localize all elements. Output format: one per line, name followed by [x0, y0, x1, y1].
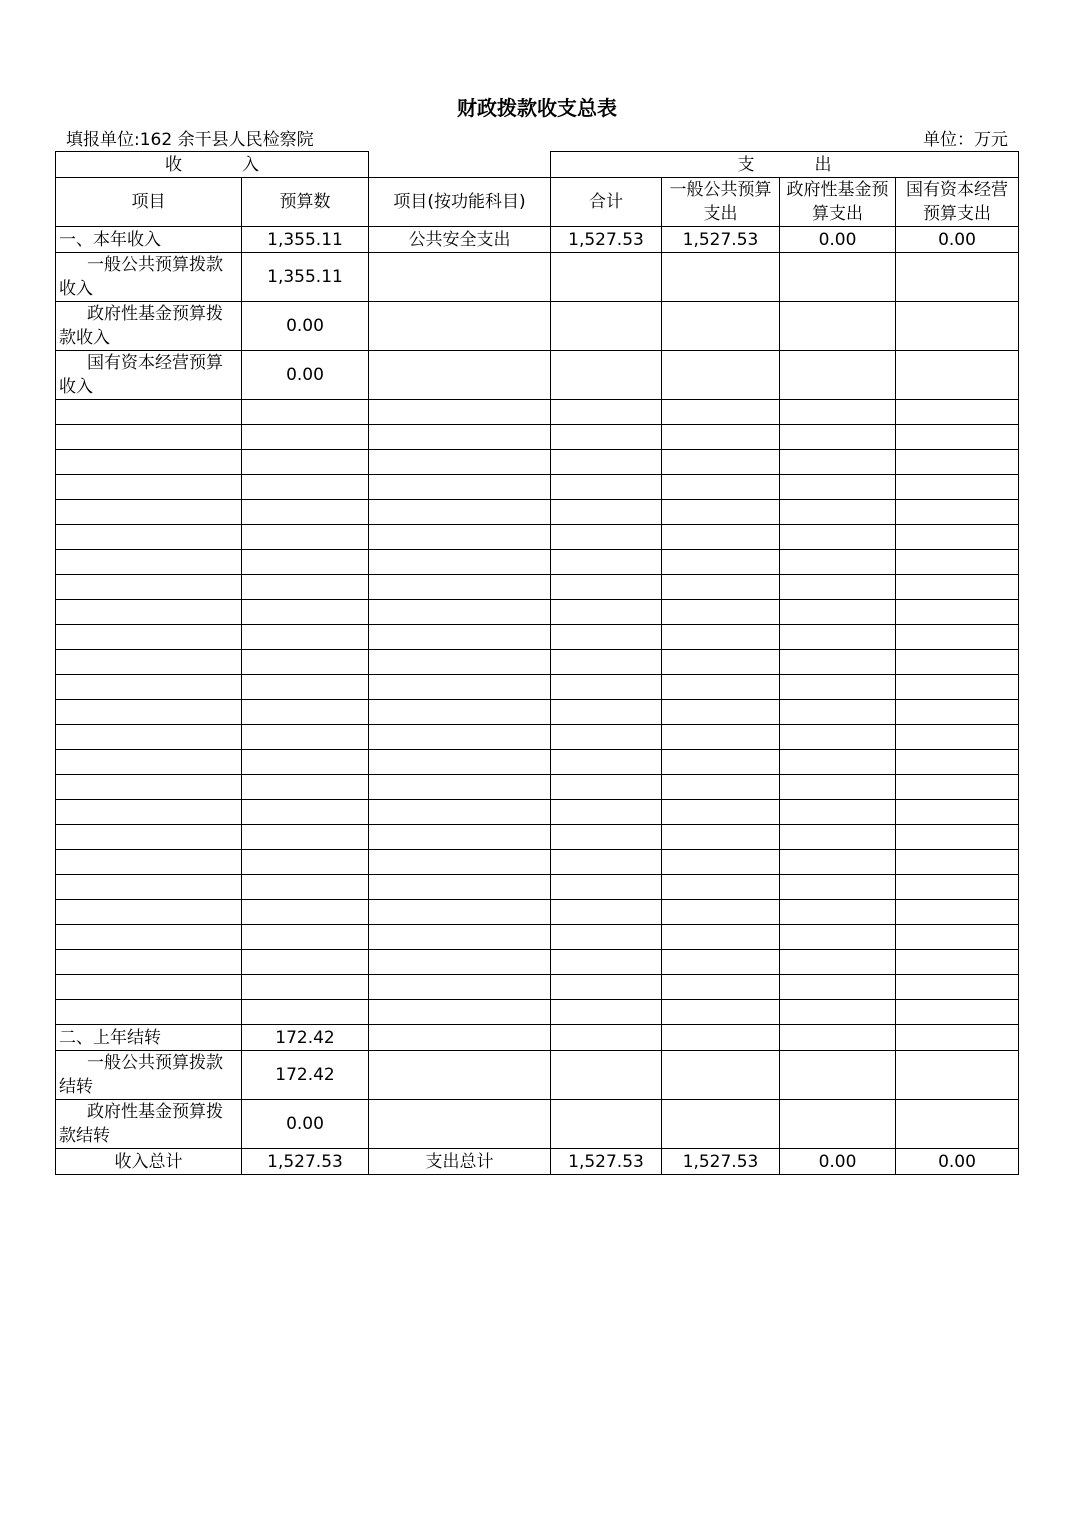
empty-cell	[896, 525, 1019, 550]
empty-cell	[242, 475, 369, 500]
empty-cell	[780, 675, 896, 700]
empty-cell	[780, 825, 896, 850]
empty-cell	[896, 925, 1019, 950]
row-general: 1,527.53	[662, 227, 780, 253]
empty-cell	[369, 625, 551, 650]
empty-row	[56, 500, 1019, 525]
empty-cell	[56, 450, 242, 475]
empty-cell	[896, 600, 1019, 625]
empty-cell	[242, 875, 369, 900]
empty-cell	[662, 1051, 780, 1100]
empty-cell	[242, 450, 369, 475]
empty-row	[56, 575, 1019, 600]
empty-cell	[56, 800, 242, 825]
empty-cell	[551, 625, 662, 650]
income-group-label-b: 入	[242, 154, 259, 175]
empty-cell	[780, 600, 896, 625]
empty-cell	[780, 950, 896, 975]
empty-row	[56, 925, 1019, 950]
empty-cell	[662, 1000, 780, 1025]
empty-cell	[369, 475, 551, 500]
empty-row	[56, 800, 1019, 825]
empty-cell	[551, 500, 662, 525]
empty-cell	[369, 700, 551, 725]
empty-cell	[780, 1051, 896, 1100]
empty-row	[56, 775, 1019, 800]
empty-cell	[662, 875, 780, 900]
empty-cell	[551, 1000, 662, 1025]
empty-cell	[896, 800, 1019, 825]
empty-cell	[242, 775, 369, 800]
empty-cell	[780, 351, 896, 400]
income-group-label-a: 收	[165, 154, 182, 175]
empty-row	[56, 625, 1019, 650]
empty-cell	[662, 775, 780, 800]
empty-cell	[662, 450, 780, 475]
empty-cell	[56, 775, 242, 800]
empty-cell	[551, 400, 662, 425]
empty-cell	[662, 253, 780, 302]
empty-row	[56, 1000, 1019, 1025]
empty-cell	[56, 650, 242, 675]
empty-cell	[242, 950, 369, 975]
row-budget: 0.00	[242, 351, 369, 400]
empty-cell	[551, 550, 662, 575]
empty-cell	[662, 925, 780, 950]
empty-cell	[896, 302, 1019, 351]
row-budget: 0.00	[242, 1100, 369, 1149]
empty-cell	[551, 850, 662, 875]
empty-cell	[896, 950, 1019, 975]
total-state-value: 0.00	[896, 1149, 1019, 1175]
empty-cell	[56, 425, 242, 450]
empty-cell	[662, 1100, 780, 1149]
row-item: 政府性基金预算拨款结转	[56, 1100, 242, 1149]
empty-cell	[896, 1000, 1019, 1025]
empty-cell	[369, 525, 551, 550]
empty-cell	[896, 650, 1019, 675]
empty-cell	[56, 675, 242, 700]
empty-cell	[56, 750, 242, 775]
empty-cell	[242, 850, 369, 875]
empty-cell	[780, 750, 896, 775]
empty-cell	[56, 725, 242, 750]
row-func: 公共安全支出	[369, 227, 551, 253]
empty-cell	[780, 550, 896, 575]
empty-cell	[780, 775, 896, 800]
empty-cell	[56, 400, 242, 425]
empty-cell	[662, 625, 780, 650]
empty-cell	[896, 750, 1019, 775]
empty-cell	[662, 950, 780, 975]
empty-cell	[56, 875, 242, 900]
empty-cell	[369, 875, 551, 900]
row-budget: 1,355.11	[242, 227, 369, 253]
empty-cell	[369, 253, 551, 302]
empty-cell	[780, 400, 896, 425]
empty-cell	[780, 875, 896, 900]
empty-cell	[896, 825, 1019, 850]
empty-row	[56, 550, 1019, 575]
fill-unit: 填报单位:162 余干县人民检察院	[66, 130, 314, 150]
empty-cell	[242, 425, 369, 450]
empty-cell	[369, 925, 551, 950]
empty-cell	[551, 900, 662, 925]
empty-cell	[56, 600, 242, 625]
empty-cell	[56, 850, 242, 875]
empty-cell	[896, 775, 1019, 800]
empty-cell	[369, 400, 551, 425]
empty-cell	[896, 425, 1019, 450]
empty-cell	[780, 700, 896, 725]
table-row	[56, 253, 1019, 302]
table-row	[56, 1100, 1019, 1149]
empty-cell	[662, 825, 780, 850]
empty-cell	[780, 425, 896, 450]
col-budget-header: 预算数	[242, 178, 369, 227]
row-item: 一般公共预算拨款结转	[56, 1051, 242, 1100]
empty-cell	[551, 725, 662, 750]
empty-cell	[780, 800, 896, 825]
empty-cell	[369, 975, 551, 1000]
empty-cell	[56, 975, 242, 1000]
empty-cell	[551, 925, 662, 950]
empty-cell	[56, 700, 242, 725]
empty-cell	[56, 575, 242, 600]
empty-cell	[780, 1025, 896, 1051]
col-item-header: 项目	[56, 178, 242, 227]
empty-cell	[662, 550, 780, 575]
empty-cell	[242, 525, 369, 550]
empty-cell	[780, 253, 896, 302]
empty-cell	[551, 253, 662, 302]
empty-cell	[896, 850, 1019, 875]
empty-cell	[896, 575, 1019, 600]
blank-header-cell	[369, 152, 551, 178]
empty-cell	[56, 825, 242, 850]
empty-cell	[662, 900, 780, 925]
empty-cell	[896, 725, 1019, 750]
budget-table	[55, 151, 1019, 1175]
empty-cell	[551, 1025, 662, 1051]
empty-cell	[242, 925, 369, 950]
empty-cell	[896, 253, 1019, 302]
empty-row	[56, 850, 1019, 875]
empty-cell	[780, 925, 896, 950]
empty-cell	[662, 475, 780, 500]
empty-cell	[56, 475, 242, 500]
empty-cell	[369, 1100, 551, 1149]
total-income-value: 1,527.53	[242, 1149, 369, 1175]
empty-row	[56, 425, 1019, 450]
empty-cell	[896, 700, 1019, 725]
empty-row	[56, 875, 1019, 900]
col-total-header: 合计	[551, 178, 662, 227]
empty-cell	[369, 1000, 551, 1025]
empty-cell	[369, 302, 551, 351]
empty-cell	[242, 750, 369, 775]
empty-cell	[551, 1100, 662, 1149]
empty-cell	[662, 1025, 780, 1051]
empty-cell	[551, 950, 662, 975]
empty-cell	[369, 725, 551, 750]
empty-cell	[242, 650, 369, 675]
empty-cell	[551, 825, 662, 850]
empty-cell	[242, 675, 369, 700]
total-expense-label: 支出总计	[369, 1149, 551, 1175]
empty-row	[56, 675, 1019, 700]
empty-cell	[369, 500, 551, 525]
empty-cell	[780, 900, 896, 925]
empty-cell	[780, 850, 896, 875]
empty-cell	[896, 351, 1019, 400]
empty-cell	[369, 600, 551, 625]
empty-cell	[551, 525, 662, 550]
blank-rows	[56, 400, 1019, 1025]
empty-row	[56, 650, 1019, 675]
empty-cell	[242, 550, 369, 575]
expense-group-label-a: 支	[737, 154, 755, 175]
empty-cell	[780, 575, 896, 600]
row-state: 0.00	[896, 227, 1019, 253]
empty-cell	[780, 500, 896, 525]
empty-cell	[551, 975, 662, 1000]
empty-row	[56, 975, 1019, 1000]
empty-cell	[551, 650, 662, 675]
empty-cell	[780, 625, 896, 650]
empty-cell	[551, 750, 662, 775]
empty-cell	[551, 425, 662, 450]
row-fund: 0.00	[780, 227, 896, 253]
total-general-value: 1,527.53	[662, 1149, 780, 1175]
empty-cell	[551, 675, 662, 700]
table-row	[56, 227, 1019, 253]
empty-cell	[662, 400, 780, 425]
empty-cell	[896, 400, 1019, 425]
col-func-header: 项目(按功能科目)	[369, 178, 551, 227]
empty-cell	[369, 850, 551, 875]
col-general-header: 一般公共预算支出	[662, 178, 780, 227]
empty-cell	[662, 575, 780, 600]
total-income-label: 收入总计	[56, 1149, 242, 1175]
empty-cell	[369, 1025, 551, 1051]
empty-cell	[896, 1051, 1019, 1100]
currency-unit: 单位：万元	[923, 130, 1008, 150]
group-header-row	[56, 152, 1019, 178]
row-budget: 1,355.11	[242, 253, 369, 302]
empty-cell	[780, 725, 896, 750]
empty-cell	[242, 500, 369, 525]
empty-cell	[662, 525, 780, 550]
empty-cell	[56, 550, 242, 575]
empty-cell	[369, 800, 551, 825]
empty-cell	[56, 1000, 242, 1025]
empty-cell	[662, 675, 780, 700]
column-header-row	[56, 178, 1019, 227]
empty-cell	[242, 725, 369, 750]
empty-cell	[242, 700, 369, 725]
empty-cell	[896, 975, 1019, 1000]
empty-row	[56, 700, 1019, 725]
empty-row	[56, 600, 1019, 625]
table-row	[56, 1025, 1019, 1051]
empty-cell	[780, 650, 896, 675]
empty-cell	[369, 1051, 551, 1100]
empty-cell	[896, 550, 1019, 575]
empty-cell	[780, 302, 896, 351]
empty-row	[56, 400, 1019, 425]
empty-cell	[896, 475, 1019, 500]
empty-cell	[662, 425, 780, 450]
total-expense-value: 1,527.53	[551, 1149, 662, 1175]
table-row	[56, 1051, 1019, 1100]
empty-cell	[896, 900, 1019, 925]
empty-cell	[662, 800, 780, 825]
row-total: 1,527.53	[551, 227, 662, 253]
empty-cell	[56, 625, 242, 650]
expense-group-label-b: 出	[814, 154, 832, 175]
row-item: 政府性基金预算拨款收入	[56, 302, 242, 351]
empty-cell	[242, 975, 369, 1000]
empty-cell	[242, 800, 369, 825]
empty-cell	[242, 625, 369, 650]
empty-cell	[662, 975, 780, 1000]
empty-row	[56, 525, 1019, 550]
row-budget: 172.42	[242, 1025, 369, 1051]
income-group-header	[56, 152, 369, 178]
empty-cell	[780, 1000, 896, 1025]
empty-cell	[780, 1100, 896, 1149]
empty-cell	[896, 500, 1019, 525]
empty-row	[56, 475, 1019, 500]
empty-cell	[662, 302, 780, 351]
empty-cell	[551, 600, 662, 625]
empty-cell	[56, 900, 242, 925]
row-item: 一般公共预算拨款收入	[56, 253, 242, 302]
row-budget: 172.42	[242, 1051, 369, 1100]
empty-cell	[242, 575, 369, 600]
total-fund-value: 0.00	[780, 1149, 896, 1175]
empty-cell	[369, 351, 551, 400]
empty-row	[56, 950, 1019, 975]
empty-cell	[242, 900, 369, 925]
empty-cell	[551, 302, 662, 351]
empty-cell	[242, 825, 369, 850]
empty-cell	[369, 825, 551, 850]
empty-row	[56, 725, 1019, 750]
empty-cell	[551, 575, 662, 600]
empty-cell	[551, 775, 662, 800]
empty-cell	[242, 1000, 369, 1025]
empty-cell	[896, 450, 1019, 475]
expense-group-header	[551, 152, 1019, 178]
empty-cell	[551, 875, 662, 900]
empty-cell	[551, 1051, 662, 1100]
empty-cell	[369, 425, 551, 450]
empty-cell	[551, 700, 662, 725]
empty-cell	[662, 351, 780, 400]
col-state-header: 国有资本经营预算支出	[896, 178, 1019, 227]
empty-cell	[551, 475, 662, 500]
empty-cell	[896, 1025, 1019, 1051]
empty-row	[56, 750, 1019, 775]
empty-cell	[780, 450, 896, 475]
empty-cell	[662, 750, 780, 775]
empty-cell	[369, 550, 551, 575]
report-title: 财政拨款收支总表	[457, 96, 617, 120]
row-item: 二、上年结转	[56, 1025, 242, 1051]
empty-cell	[551, 450, 662, 475]
empty-cell	[369, 450, 551, 475]
table-row	[56, 302, 1019, 351]
empty-cell	[896, 625, 1019, 650]
empty-cell	[662, 650, 780, 675]
empty-cell	[896, 675, 1019, 700]
total-row	[56, 1149, 1019, 1175]
empty-cell	[896, 875, 1019, 900]
empty-cell	[780, 525, 896, 550]
empty-cell	[662, 700, 780, 725]
row-item: 国有资本经营预算收入	[56, 351, 242, 400]
empty-cell	[369, 650, 551, 675]
row-budget: 0.00	[242, 302, 369, 351]
empty-cell	[551, 800, 662, 825]
row-item: 一、本年收入	[56, 227, 242, 253]
empty-row	[56, 825, 1019, 850]
empty-cell	[369, 575, 551, 600]
empty-cell	[369, 750, 551, 775]
empty-cell	[56, 525, 242, 550]
empty-cell	[56, 925, 242, 950]
empty-cell	[896, 1100, 1019, 1149]
empty-cell	[56, 500, 242, 525]
empty-cell	[242, 400, 369, 425]
empty-cell	[242, 600, 369, 625]
empty-cell	[369, 950, 551, 975]
empty-cell	[780, 975, 896, 1000]
empty-cell	[662, 725, 780, 750]
empty-cell	[662, 850, 780, 875]
empty-cell	[369, 675, 551, 700]
empty-cell	[369, 900, 551, 925]
empty-cell	[56, 950, 242, 975]
empty-cell	[551, 351, 662, 400]
empty-row	[56, 900, 1019, 925]
col-fund-header: 政府性基金预算支出	[780, 178, 896, 227]
empty-cell	[369, 775, 551, 800]
empty-cell	[662, 500, 780, 525]
empty-cell	[780, 475, 896, 500]
table-row	[56, 351, 1019, 400]
empty-row	[56, 450, 1019, 475]
empty-cell	[662, 600, 780, 625]
